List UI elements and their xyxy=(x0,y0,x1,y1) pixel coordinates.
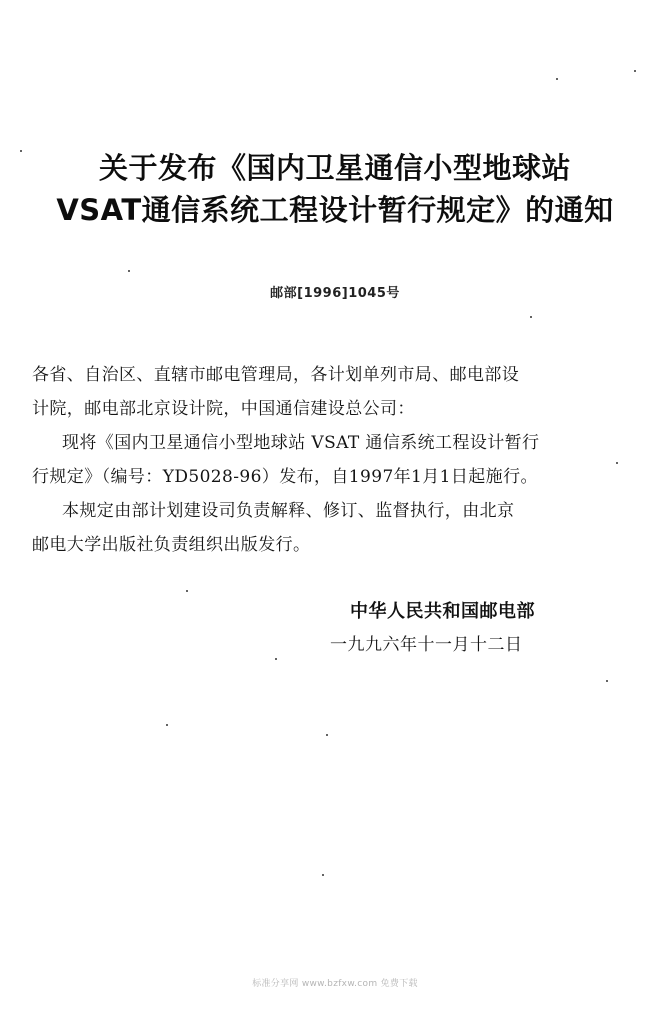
scan-speck xyxy=(530,316,532,318)
scan-speck xyxy=(275,658,277,660)
scan-speck xyxy=(606,680,608,682)
issue-date: 一九九六年十一月十二日 xyxy=(330,635,523,655)
scan-speck xyxy=(556,78,558,80)
scan-speck xyxy=(128,270,130,272)
notice-title-line-2: VSAT通信系统工程设计暂行规定》的通知 xyxy=(56,193,614,227)
addressee-line-2: 计院，邮电部北京设计院，中国通信建设总公司： xyxy=(32,399,415,419)
addressee-line-1: 各省、自治区、直辖市邮电管理局，各计划单列市局、邮电部设 xyxy=(32,365,520,385)
scan-speck xyxy=(634,70,636,72)
body-paragraph-2-line-1: 本规定由部计划建设司负责解释、修订、监督执行，由北京 xyxy=(62,501,515,521)
watermark-footer: 标准分享网 www.bzfxw.com 免费下载 xyxy=(252,979,418,989)
body-paragraph-1-line-2: 行规定》（编号：YD5028-96）发布，自1997年1月1日起施行。 xyxy=(32,467,538,487)
scan-speck xyxy=(166,724,168,726)
body-paragraph-1-line-1: 现将《国内卫星通信小型地球站 VSAT 通信系统工程设计暂行 xyxy=(62,433,540,453)
scan-speck xyxy=(186,590,188,592)
issuing-authority: 中华人民共和国邮电部 xyxy=(350,601,535,622)
notice-title-line-1: 关于发布《国内卫星通信小型地球站 xyxy=(98,151,571,185)
scan-speck xyxy=(616,462,618,464)
scan-speck xyxy=(322,874,324,876)
scan-speck xyxy=(20,150,22,152)
document-number: 邮部[1996]1045号 xyxy=(270,286,400,301)
body-paragraph-2-line-2: 邮电大学出版社负责组织出版发行。 xyxy=(32,535,311,555)
scan-speck xyxy=(326,734,328,736)
